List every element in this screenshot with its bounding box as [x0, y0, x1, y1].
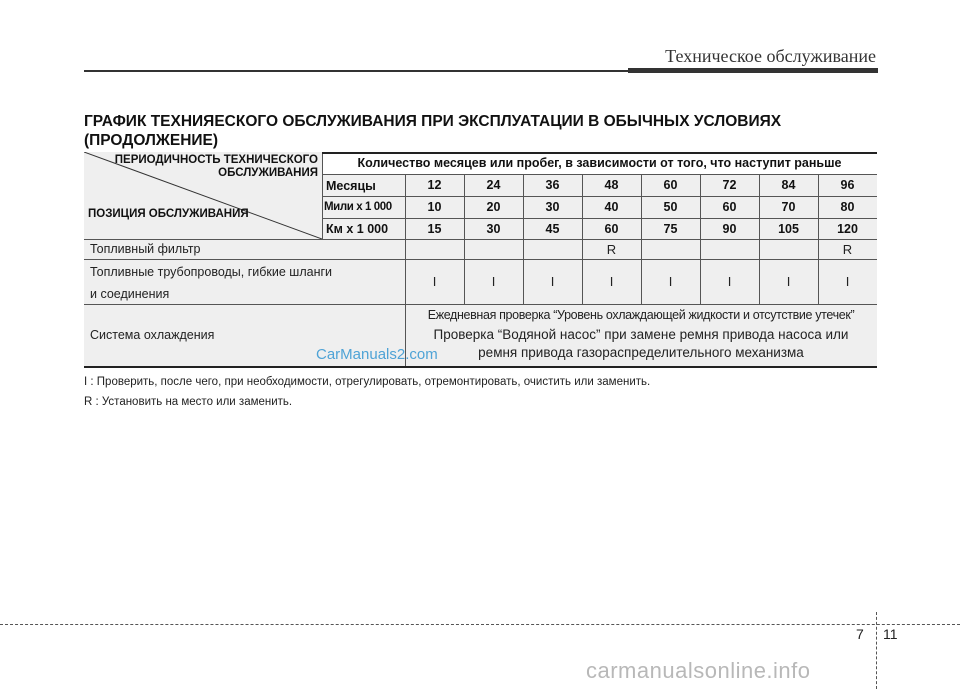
miles-value: 60	[722, 200, 737, 214]
footer-site-watermark: carmanualsonline.info	[586, 658, 811, 683]
months-value: 24	[486, 178, 501, 192]
grid-line	[322, 152, 323, 239]
km-value: 120	[837, 221, 858, 236]
chapter-number: 7	[856, 626, 864, 642]
item-label-cooling-system: Система охлаждения	[90, 328, 215, 342]
miles-value: 80	[840, 200, 855, 214]
interval-header: Количество месяцев или пробег, в зависимости от того, что наступит раньше	[322, 152, 877, 174]
cooling-note-daily-check: Ежедневная проверка “Уровень охлаждающей жидкости и отсутствие утечек”	[427, 308, 855, 322]
km-value: 30	[486, 221, 501, 236]
section-title: ГРАФИК ТЕХНИЯЕСКОГО ОБСЛУЖИВАНИЯ ПРИ ЭКСПЛУАТАЦИИ В ОБЫЧНЫХ УСЛОВИЯХ (ПРОДОЛЖЕНИЕ)	[84, 113, 782, 149]
cooling-note-water-pump: Проверка “Водяной насос” при замене ремня привода насоса или	[433, 327, 849, 342]
km-value: 90	[722, 221, 737, 236]
interval-label-miles: Мили x 1 000	[324, 201, 392, 213]
grid-line	[84, 304, 877, 305]
table-bottom-rule	[84, 366, 877, 368]
months-value: 60	[663, 178, 678, 192]
grid-line	[700, 174, 701, 304]
fuel-lines-mark: I	[491, 274, 496, 289]
grid-line	[641, 174, 642, 304]
legend-inspect: I : Проверить, после чего, при необходимости, отрегулировать, отремонтировать, очистить или заменить.	[84, 376, 651, 388]
miles-value: 40	[604, 200, 619, 214]
header-title: Техническое обслуживание	[665, 46, 876, 66]
corner-interval-label: ПЕРИОДИЧНОСТЬ ТЕХНИЧЕСКОГО ОБСЛУЖИВАНИЯ	[114, 154, 318, 179]
fuel-lines-mark: I	[727, 274, 732, 289]
grid-line	[464, 174, 465, 304]
km-value: 105	[778, 221, 799, 236]
table-top-rule	[322, 152, 877, 154]
header-rule	[84, 70, 628, 72]
km-value: 75	[663, 221, 678, 236]
km-value: 15	[427, 221, 442, 236]
corner-cell	[84, 152, 322, 239]
fuel-lines-mark: I	[609, 274, 614, 289]
miles-value: 30	[545, 200, 560, 214]
interval-label-months: Месяцы	[326, 179, 376, 193]
item-label-fuel-filter: Топливный фильтр	[90, 242, 201, 256]
fuel-lines-mark: I	[845, 274, 850, 289]
miles-value: 20	[486, 200, 501, 214]
corner-item-label: ПОЗИЦИЯ ОБСЛУЖИВАНИЯ	[88, 208, 249, 220]
months-value: 36	[545, 178, 560, 192]
grid-line	[582, 174, 583, 304]
months-value: 96	[840, 178, 855, 192]
grid-line	[523, 174, 524, 304]
grid-line	[818, 174, 819, 304]
fuel-lines-mark: I	[786, 274, 791, 289]
cooling-note-belt: ремня привода газораспределительного механизма	[478, 345, 804, 360]
months-value: 72	[722, 178, 737, 192]
legend-replace: R : Установить на место или заменить.	[84, 396, 293, 408]
months-value: 12	[427, 178, 442, 192]
fuel-filter-mark: R	[842, 241, 853, 257]
header-accent-bar	[628, 68, 878, 73]
fuel-lines-mark: I	[550, 274, 555, 289]
fuel-lines-mark: I	[668, 274, 673, 289]
page-number: 11	[883, 626, 898, 642]
miles-value: 70	[781, 200, 796, 214]
fuel-lines-mark: I	[432, 274, 437, 289]
months-value: 48	[604, 178, 619, 192]
grid-line	[405, 174, 406, 304]
watermark: CarManuals2.com	[316, 346, 438, 363]
km-value: 60	[604, 221, 619, 236]
item-label-fuel-lines: Топливные трубопроводы, гибкие шланги	[90, 265, 333, 279]
footer-divider	[876, 612, 877, 689]
grid-line	[759, 174, 760, 304]
km-value: 45	[545, 221, 560, 236]
item-label-fuel-lines-cont: и соединения	[90, 287, 170, 301]
footer-rule	[0, 624, 960, 625]
months-value: 84	[781, 178, 796, 192]
miles-value: 10	[427, 200, 442, 214]
fuel-filter-mark: R	[606, 241, 617, 257]
maintenance-table	[84, 152, 877, 367]
interval-label-km: Км x 1 000	[326, 222, 389, 236]
miles-value: 50	[663, 200, 678, 214]
